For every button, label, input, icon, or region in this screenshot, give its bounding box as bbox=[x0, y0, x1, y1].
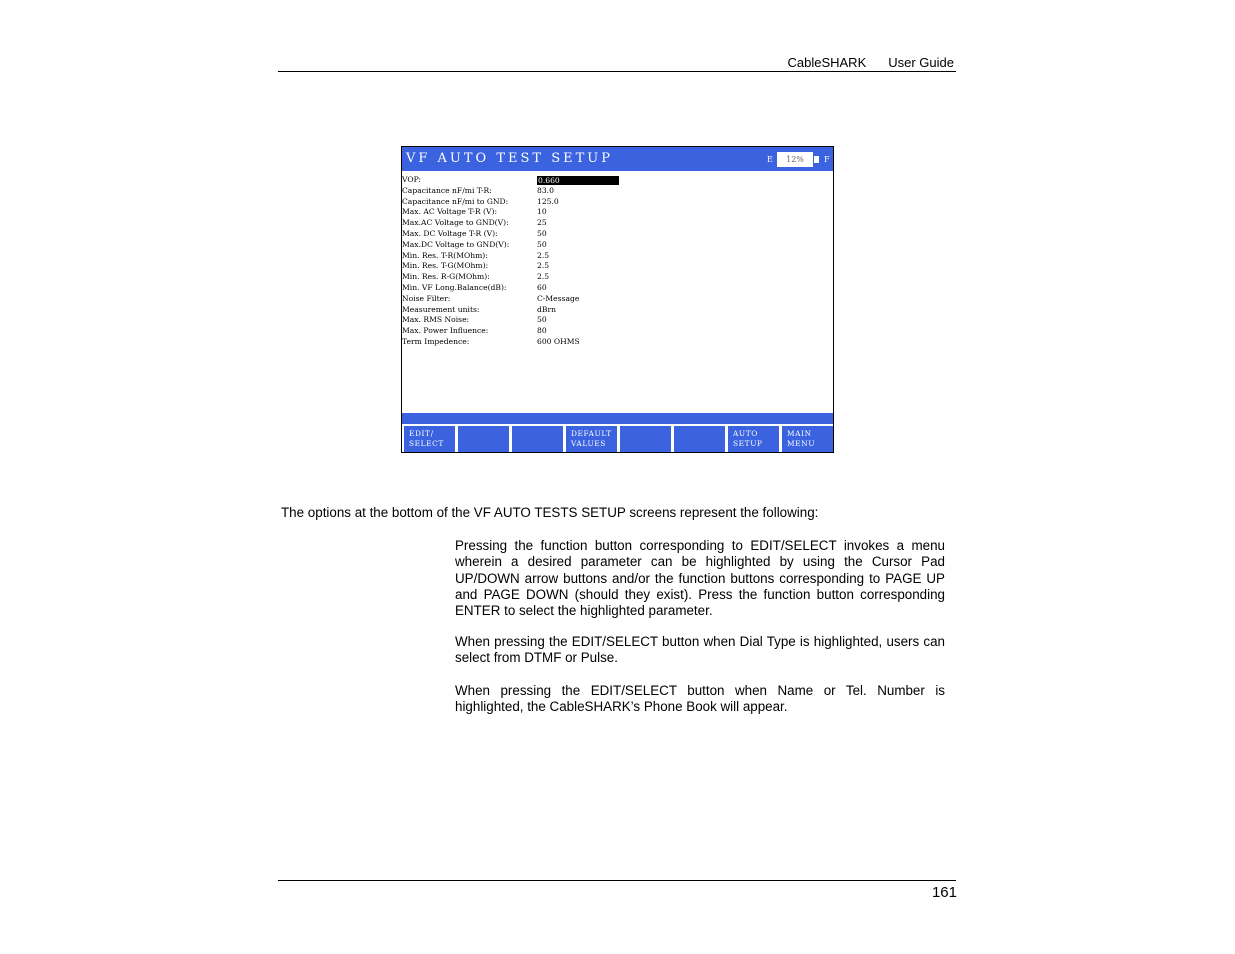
param-row[interactable] bbox=[402, 197, 833, 208]
param-value: 600 OHMS bbox=[537, 336, 580, 346]
param-row[interactable] bbox=[402, 261, 833, 272]
param-label: Measurement units: bbox=[402, 304, 480, 314]
description-paragraph: Pressing the function button corresponding to EDIT/SELECT invokes a menu wherein a desired parameter can be highlighted by using the Cursor Pad UP/DOWN arrow buttons and/or the function buttons corresponding to PAGE UP and PAGE DOWN (should they exist). Press the function button corresponding ENTER to select the highlighted parameter. bbox=[455, 538, 945, 619]
fkey-blank-2[interactable] bbox=[458, 426, 509, 452]
param-row[interactable] bbox=[402, 175, 833, 186]
battery-level: 12% bbox=[786, 155, 804, 164]
param-row[interactable] bbox=[402, 283, 833, 294]
param-value: 125.0 bbox=[537, 196, 559, 206]
param-label: Min. Res. R-G(MOhm): bbox=[402, 272, 490, 282]
param-row[interactable] bbox=[402, 251, 833, 262]
param-value: 2.5 bbox=[537, 261, 550, 271]
param-value: 25 bbox=[537, 218, 547, 228]
header-product: CableSHARK bbox=[787, 55, 867, 70]
fkey-default-values[interactable] bbox=[566, 426, 617, 452]
description-paragraph: When pressing the EDIT/SELECT button when Name or Tel. Number is highlighted, the CableSHARK’s Phone Book will appear. bbox=[455, 683, 945, 715]
param-label: Term Impedence: bbox=[402, 336, 470, 346]
param-value: 83.0 bbox=[537, 185, 554, 195]
fkey-edit-select[interactable] bbox=[404, 426, 455, 452]
description-paragraph: When pressing the EDIT/SELECT button when Dial Type is highlighted, users can select from DTMF or Pulse. bbox=[455, 634, 945, 666]
device-screenshot bbox=[401, 146, 834, 453]
page-header bbox=[765, 55, 954, 70]
param-label: Max. RMS Noise: bbox=[402, 315, 470, 325]
param-value: 2.5 bbox=[537, 250, 550, 260]
param-row[interactable] bbox=[402, 240, 833, 251]
parameter-list bbox=[402, 175, 833, 348]
param-value: 2.5 bbox=[537, 272, 550, 282]
param-label: VOP: bbox=[402, 175, 421, 184]
fkey-blank-6[interactable] bbox=[674, 426, 725, 452]
param-label: Min. Res. T-R(MOhm): bbox=[402, 250, 488, 260]
param-label: Noise Filter: bbox=[402, 293, 451, 303]
param-label: Max. DC Voltage T-R (V): bbox=[402, 228, 498, 238]
param-row[interactable] bbox=[402, 272, 833, 283]
intro-text: The options at the bottom of the VF AUTO TESTS SETUP screens represent the following: bbox=[281, 505, 819, 520]
param-value: dBrn bbox=[537, 304, 556, 314]
param-value: 50 bbox=[537, 315, 547, 325]
param-row[interactable] bbox=[402, 186, 833, 197]
footer-rule bbox=[278, 880, 956, 881]
fkey-label-line2: SELECT bbox=[409, 439, 444, 448]
param-label: Min. Res. T-G(MOhm): bbox=[402, 261, 489, 271]
fkey-label-line2: VALUES bbox=[571, 439, 606, 448]
fkey-auto-setup[interactable] bbox=[728, 426, 779, 452]
param-value: C-Message bbox=[537, 293, 580, 303]
header-doc: User Guide bbox=[888, 55, 954, 70]
param-row[interactable] bbox=[402, 294, 833, 305]
header-rule bbox=[278, 71, 956, 72]
battery-full-label: F bbox=[824, 155, 830, 164]
param-value: 10 bbox=[537, 207, 547, 217]
battery-icon bbox=[777, 152, 813, 167]
battery-tip bbox=[814, 156, 819, 163]
fkey-label-line2: MENU bbox=[787, 439, 816, 448]
fkey-main-menu[interactable] bbox=[782, 426, 833, 452]
fkey-blank-5[interactable] bbox=[620, 426, 671, 452]
fkey-label-line1: AUTO bbox=[733, 429, 758, 438]
param-label: Min. VF Long.Balance(dB): bbox=[402, 282, 507, 292]
param-label: Max. AC Voltage T-R (V): bbox=[402, 207, 498, 217]
param-row[interactable] bbox=[402, 326, 833, 337]
param-row[interactable] bbox=[402, 207, 833, 218]
param-label: Max. Power Influence: bbox=[402, 326, 489, 336]
screen-title: VF AUTO TEST SETUP bbox=[406, 151, 613, 166]
param-value: 50 bbox=[537, 239, 547, 249]
param-value-selected[interactable]: 0.660 bbox=[537, 176, 619, 185]
param-label: Capacitance nF/mi to GND: bbox=[402, 196, 509, 206]
fkey-label-line1: MAIN bbox=[787, 429, 812, 438]
function-key-bar bbox=[402, 426, 833, 452]
param-value: 60 bbox=[537, 282, 547, 292]
fkey-blank-3[interactable] bbox=[512, 426, 563, 452]
param-row[interactable] bbox=[402, 315, 833, 326]
param-value: 50 bbox=[537, 228, 547, 238]
param-row[interactable] bbox=[402, 337, 833, 348]
battery-empty-label: E bbox=[767, 155, 773, 164]
param-label: Max.AC Voltage to GND(V): bbox=[402, 218, 509, 228]
param-row[interactable] bbox=[402, 229, 833, 240]
param-label: Max.DC Voltage to GND(V): bbox=[402, 239, 510, 249]
fkey-label-line1: DEFAULT bbox=[571, 429, 612, 438]
fkey-label-line1: EDIT/ bbox=[409, 429, 434, 438]
screen-title-bar bbox=[402, 147, 833, 171]
fkey-label-line2: SETUP bbox=[733, 439, 763, 448]
param-value: 80 bbox=[537, 326, 547, 336]
screen-status-bar bbox=[402, 413, 833, 424]
param-row[interactable] bbox=[402, 305, 833, 316]
page-number: 161 bbox=[931, 884, 957, 901]
param-label: Capacitance nF/mi T-R: bbox=[402, 185, 492, 195]
param-row[interactable] bbox=[402, 218, 833, 229]
